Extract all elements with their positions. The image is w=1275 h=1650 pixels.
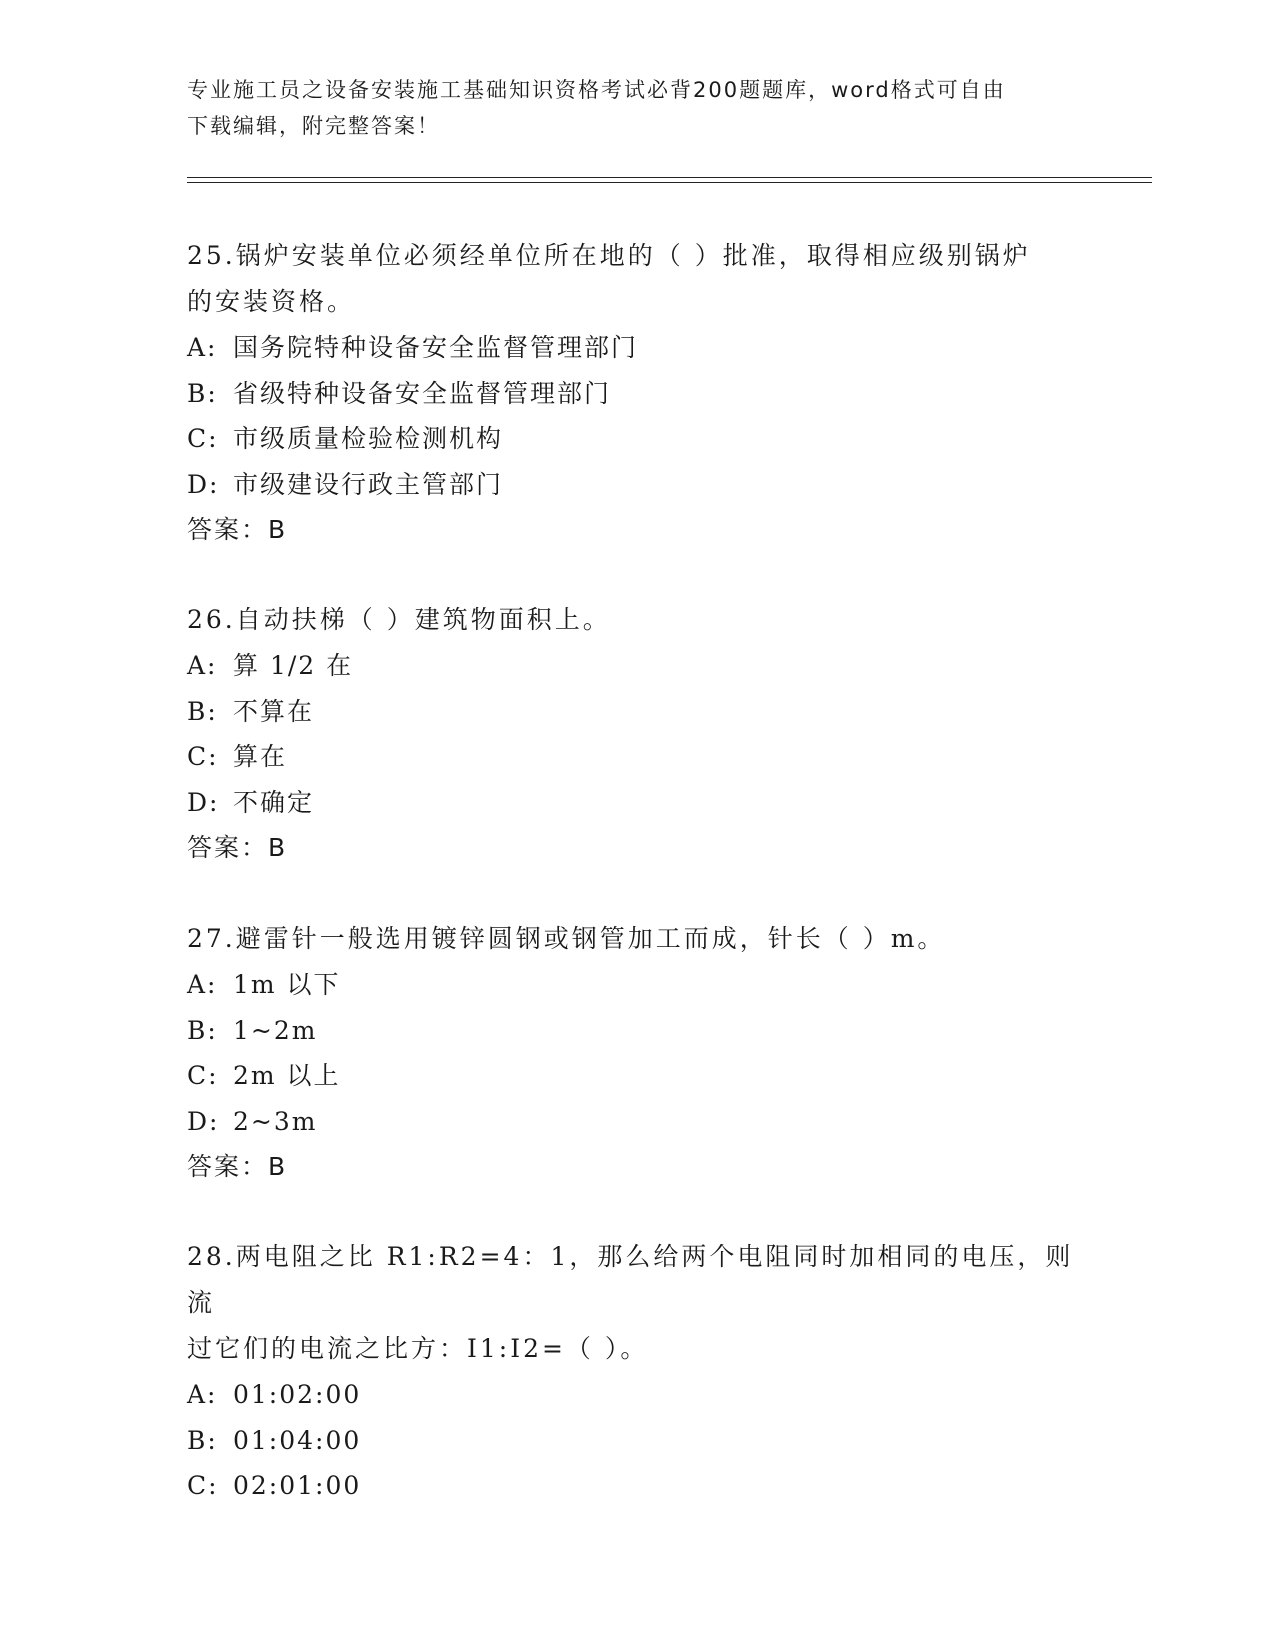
question-text-line-1: 27.避雷针一般选用镀锌圆钢或钢管加工而成，针长（ ）m。 <box>187 924 946 953</box>
header-line-1: 专业施工员之设备安装施工基础知识资格考试必背200题题库，word格式可自由 <box>187 78 1006 102</box>
option-a <box>187 962 1087 1008</box>
document-header <box>187 72 1067 144</box>
option-letter: C: <box>187 1471 219 1500</box>
option-text: 1~2m <box>233 1015 318 1045</box>
option-d <box>187 1099 1087 1145</box>
answer-line: 答案：B <box>187 833 288 862</box>
option-text: 不算在 <box>233 696 315 726</box>
option-letter: A: <box>187 970 218 999</box>
question-25 <box>187 233 1087 553</box>
option-c <box>187 1053 1087 1099</box>
option-text: 02:01:00 <box>233 1471 362 1500</box>
question-27 <box>187 916 1087 1190</box>
answer-line: 答案：B <box>187 515 288 544</box>
option-c <box>187 1463 1087 1509</box>
header-line-2: 下载编辑，附完整答案！ <box>187 114 440 138</box>
option-d <box>187 780 1087 826</box>
option-a <box>187 1372 1087 1418</box>
option-c <box>187 416 1087 462</box>
option-text: 2~3m <box>233 1106 318 1136</box>
option-text: 算在 <box>233 742 288 771</box>
question-text-line-2: 的安装资格。 <box>187 287 356 316</box>
option-letter: D: <box>187 787 220 817</box>
question-text-line-1: 28.两电阻之比 R1:R2=4：1，那么给两个电阻同时加相同的电压，则流 <box>187 1242 1074 1317</box>
option-letter: A: <box>187 651 218 680</box>
option-letter: C: <box>187 424 219 453</box>
option-b <box>187 1418 1087 1464</box>
option-a <box>187 643 1087 689</box>
question-28 <box>187 1234 1087 1509</box>
option-b <box>187 689 1087 735</box>
question-26 <box>187 597 1087 871</box>
option-text: 01:04:00 <box>233 1425 362 1455</box>
option-letter: A: <box>187 333 218 362</box>
option-text: 1m 以下 <box>233 970 341 999</box>
option-letter: D: <box>187 469 220 499</box>
option-c <box>187 734 1087 780</box>
option-letter: B: <box>187 1425 218 1455</box>
option-letter: A: <box>187 1380 218 1409</box>
option-letter: B: <box>187 1015 218 1045</box>
header-divider-top <box>187 177 1152 178</box>
option-text: 不确定 <box>233 787 315 817</box>
option-letter: D: <box>187 1106 220 1136</box>
option-text: 省级特种设备安全监督管理部门 <box>233 378 612 408</box>
question-text-line-1: 25.锅炉安装单位必须经单位所在地的（ ）批准，取得相应级别锅炉 <box>187 241 1031 270</box>
option-text: 国务院特种设备安全监督管理部门 <box>233 333 639 362</box>
option-text: 市级建设行政主管部门 <box>233 469 504 499</box>
option-b <box>187 1008 1087 1054</box>
option-text: 算 1/2 在 <box>233 651 354 680</box>
header-divider-bottom <box>187 182 1152 183</box>
option-letter: C: <box>187 742 219 771</box>
option-letter: C: <box>187 1061 219 1090</box>
option-text: 2m 以上 <box>233 1061 341 1090</box>
option-letter: B: <box>187 378 218 408</box>
option-text: 市级质量检验检测机构 <box>233 424 504 453</box>
option-a <box>187 325 1087 371</box>
question-text-line-2: 过它们的电流之比方：I1:I2=（ ）。 <box>187 1334 649 1363</box>
answer-line: 答案：B <box>187 1152 288 1181</box>
option-d <box>187 462 1087 508</box>
option-letter: B: <box>187 696 218 726</box>
option-text: 01:02:00 <box>233 1380 362 1409</box>
option-b <box>187 371 1087 417</box>
question-text-line-1: 26.自动扶梯（ ）建筑物面积上。 <box>187 605 611 634</box>
